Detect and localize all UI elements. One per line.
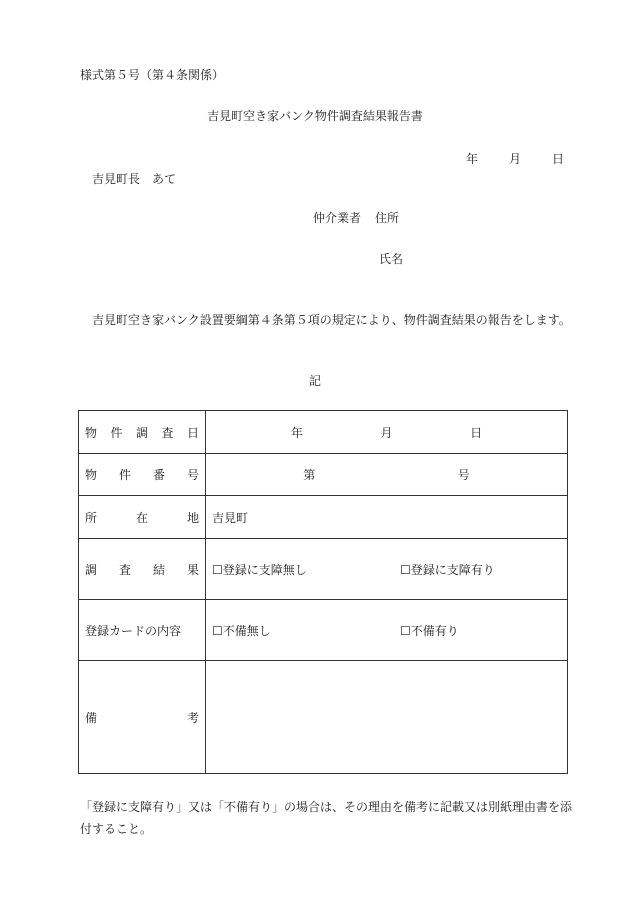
broker-address-row [313,209,399,226]
property-number-label: 物 件 番 号 [79,454,206,496]
remarks-label: 備 考 [79,661,206,774]
survey-date-field[interactable] [206,411,568,454]
report-body-text: 吉見町空き家バンク設置要綱第４条第５項の規定により、物件調査結果の報告をします。 [92,313,571,327]
date-month-label: 月 [509,152,522,166]
table-row-card-content [79,600,568,661]
survey-date-day: 日 [470,425,483,440]
date-line [466,150,564,167]
form-number: 様式第５号（第４条関係） [80,68,225,82]
property-number-field[interactable] [206,454,568,496]
location-field[interactable]: 吉見町 [206,496,568,539]
broker-name-row [379,250,403,267]
card-no-defect-checkbox[interactable]: ☐不備無し [212,623,271,638]
remarks-field[interactable] [206,661,568,774]
survey-result-no-issue-checkbox[interactable]: ☐登録に支障無し [212,562,307,577]
table-row-survey-date [79,411,568,454]
survey-result-label: 調 査 結 果 [79,539,206,600]
card-has-defect-checkbox[interactable]: ☐不備有り [400,623,459,638]
survey-result-has-issue-checkbox[interactable]: ☐登録に支障有り [400,562,495,577]
document-title: 吉見町空き家バンク物件調査結果報告書 [207,109,423,123]
survey-result-field [206,539,568,600]
table-row-property-number [79,454,568,496]
date-day-label: 日 [552,152,565,166]
table-row-remarks [79,661,568,774]
ki-label: 記 [308,374,321,388]
survey-date-month: 月 [380,425,393,440]
card-content-field [206,600,568,661]
survey-table [78,410,568,774]
date-year-label: 年 [466,152,479,166]
footer-note: 「登録に支障有り」又は「不備有り」の場合は、その理由を備考に記載又は別紙理由書を添付すること。 [80,800,573,836]
table-row-location [79,496,568,539]
broker-address-label: 住所 [375,211,400,225]
survey-date-label: 物 件 調 査 日 [79,411,206,454]
broker-role: 仲介業者 [313,211,362,225]
card-content-label: 登録カードの内容 [79,600,206,661]
table-row-survey-result [79,539,568,600]
location-label: 所 在 地 [79,496,206,539]
addressee: 吉見町長 あて [92,172,177,186]
survey-date-year: 年 [290,425,303,440]
broker-name-label: 氏名 [379,252,404,266]
property-number-suffix: 号 [457,468,470,482]
property-number-prefix: 第 [303,468,316,482]
